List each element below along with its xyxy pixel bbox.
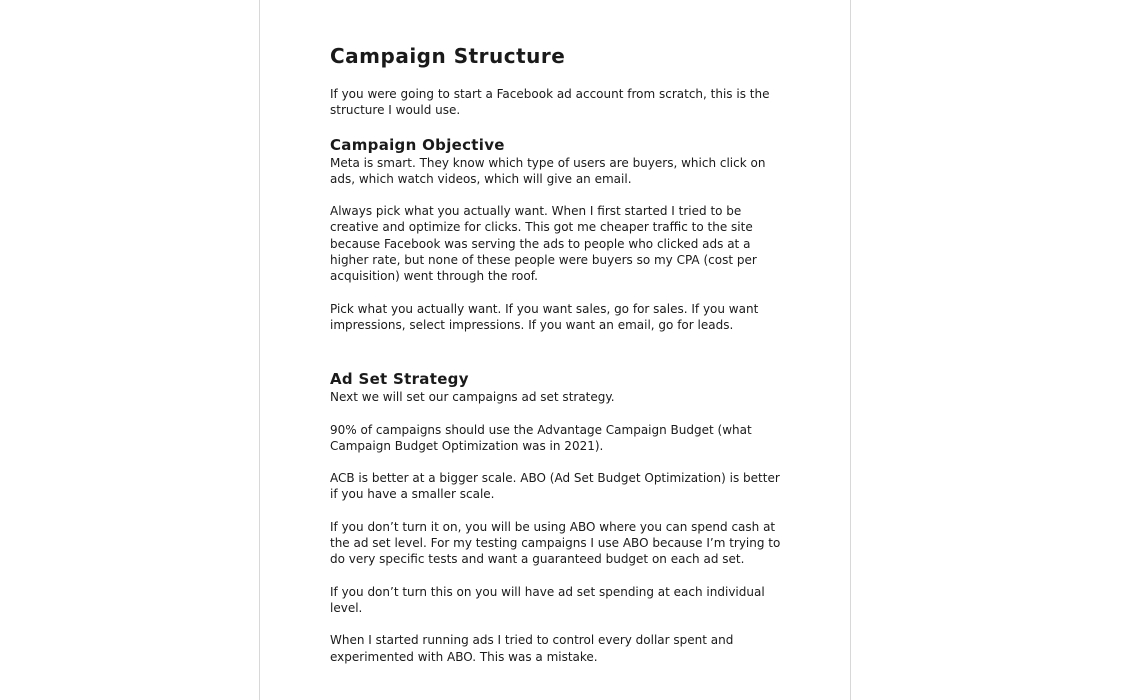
intro-paragraph: If you were going to start a Facebook ad account from scratch, this is the structure I would use. <box>330 87 770 118</box>
paragraph: ACB is better at a bigger scale. ABO (Ad Set Budget Optimization) is better if you have a smaller scale. <box>330 471 780 502</box>
paragraph: 90% of campaigns should use the Advantage Campaign Budget (what Campaign Budget Optimization was in 2021). <box>330 422 752 453</box>
page-title: Campaign Structure <box>330 44 566 68</box>
section-campaign-objective <box>330 135 782 334</box>
paragraph: Always pick what you actually want. When I first started I tried to be creative and optimize for clicks. This got me cheaper traffic to the site because Facebook was serving the ads to people who clicked ads at a higher rate, but none of these people were buyers so my CPA (cost per acquisition) went through the roof. <box>330 204 757 284</box>
paragraph: Meta is smart. They know which type of users are buyers, which click on ads, which watch videos, which will give an email. <box>330 155 766 186</box>
section-heading: Campaign Objective <box>330 135 505 154</box>
document-content <box>330 42 782 665</box>
section-heading: Ad Set Strategy <box>330 370 469 389</box>
paragraph: When I started running ads I tried to control every dollar spent and experimented with ABO. This was a mistake. <box>330 633 734 664</box>
paragraph: Next we will set our campaigns ad set strategy. <box>330 390 615 405</box>
paragraph: Pick what you actually want. If you want sales, go for sales. If you want impressions, select impressions. If you want an email, go for leads. <box>330 301 759 332</box>
paragraph: If you don’t turn it on, you will be using ABO where you can spend cash at the ad set level. For my testing campaigns I use ABO because I’m trying to do very specific tests and want a guaranteed budget on each ad set. <box>330 519 781 567</box>
paragraph: If you don’t turn this on you will have ad set spending at each individual level. <box>330 584 765 615</box>
document-page <box>259 0 851 700</box>
section-ad-set-strategy <box>330 369 782 665</box>
